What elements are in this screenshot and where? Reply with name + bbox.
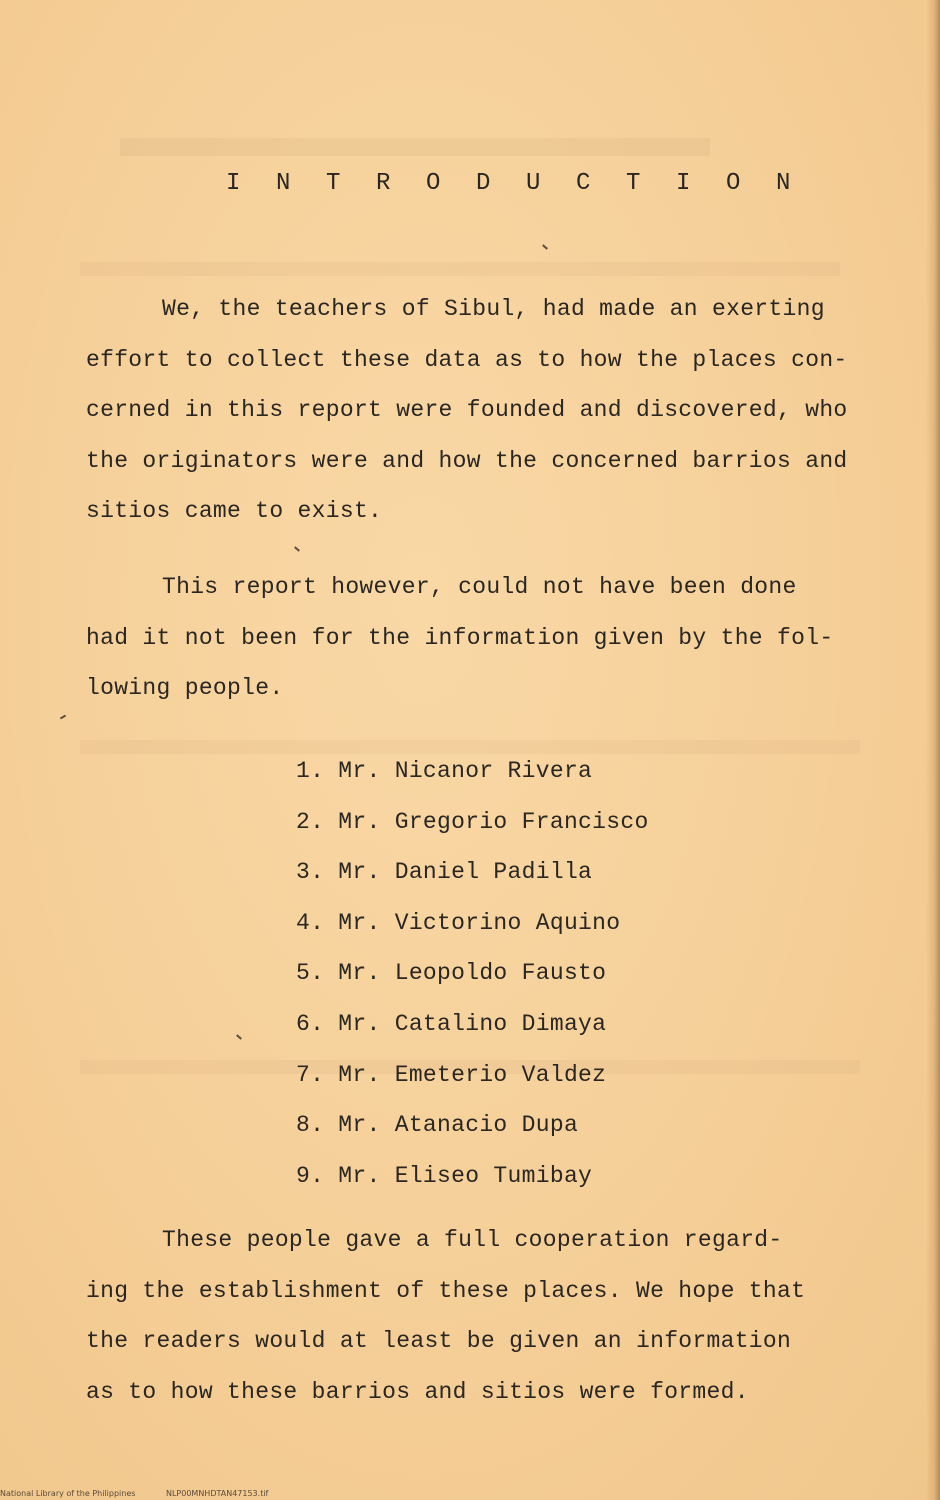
list-item: 6. Mr. Catalino Dimaya — [296, 1010, 607, 1037]
page-edge — [926, 0, 940, 1500]
list-item: 9. Mr. Eliseo Tumibay — [296, 1162, 593, 1189]
acknowledgment-paragraph — [86, 562, 916, 714]
paragraph-line: sitios came to exist. — [86, 498, 383, 525]
paragraph-line: lowing people. — [86, 675, 284, 702]
paragraph-line: cerned in this report were founded and discovered, who — [86, 397, 848, 424]
library-credit: National Library of the Philippines — [0, 1489, 136, 1498]
paragraph-line: the originators were and how the concerned barrios and — [86, 447, 848, 474]
list-item: 1. Mr. Nicanor Rivera — [296, 758, 593, 784]
paragraph-line: These people gave a full cooperation regard- — [162, 1227, 783, 1253]
paragraph-line: had it not been for the information given by the fol- — [86, 624, 834, 651]
paragraph-line: effort to collect these data as to how the places con- — [86, 346, 848, 373]
paragraph-line: We, the teachers of Sibul, had made an exerting — [162, 296, 825, 322]
list-item: 8. Mr. Atanacio Dupa — [296, 1112, 579, 1139]
paragraph-line: ing the establishment of these places. We hope that — [86, 1277, 806, 1304]
paragraph-line: the readers would at least be given an information — [86, 1328, 792, 1355]
scan-footer — [0, 1489, 296, 1498]
paragraph-line: as to how these barrios and sitios were formed. — [86, 1378, 749, 1405]
informant-list — [296, 746, 649, 1201]
intro-paragraph — [86, 284, 916, 537]
bleed-through-shadow — [80, 262, 840, 276]
bleed-through-shadow — [120, 138, 710, 156]
stray-mark — [542, 244, 548, 249]
paragraph-line: This report however, could not have been done — [162, 574, 797, 600]
file-id: NLP00MNHDTAN47153.tif — [165, 1489, 269, 1498]
list-item: 2. Mr. Gregorio Francisco — [296, 808, 649, 835]
list-item: 5. Mr. Leopoldo Fausto — [296, 960, 607, 987]
stray-mark — [294, 546, 300, 551]
stray-mark — [60, 715, 66, 720]
closing-paragraph — [86, 1215, 916, 1417]
list-item: 7. Mr. Emeterio Valdez — [296, 1061, 607, 1088]
stray-mark — [236, 1034, 242, 1039]
page-title: I N T R O D U C T I O N — [226, 170, 802, 197]
list-item: 3. Mr. Daniel Padilla — [296, 859, 593, 886]
list-item: 4. Mr. Victorino Aquino — [296, 909, 621, 936]
